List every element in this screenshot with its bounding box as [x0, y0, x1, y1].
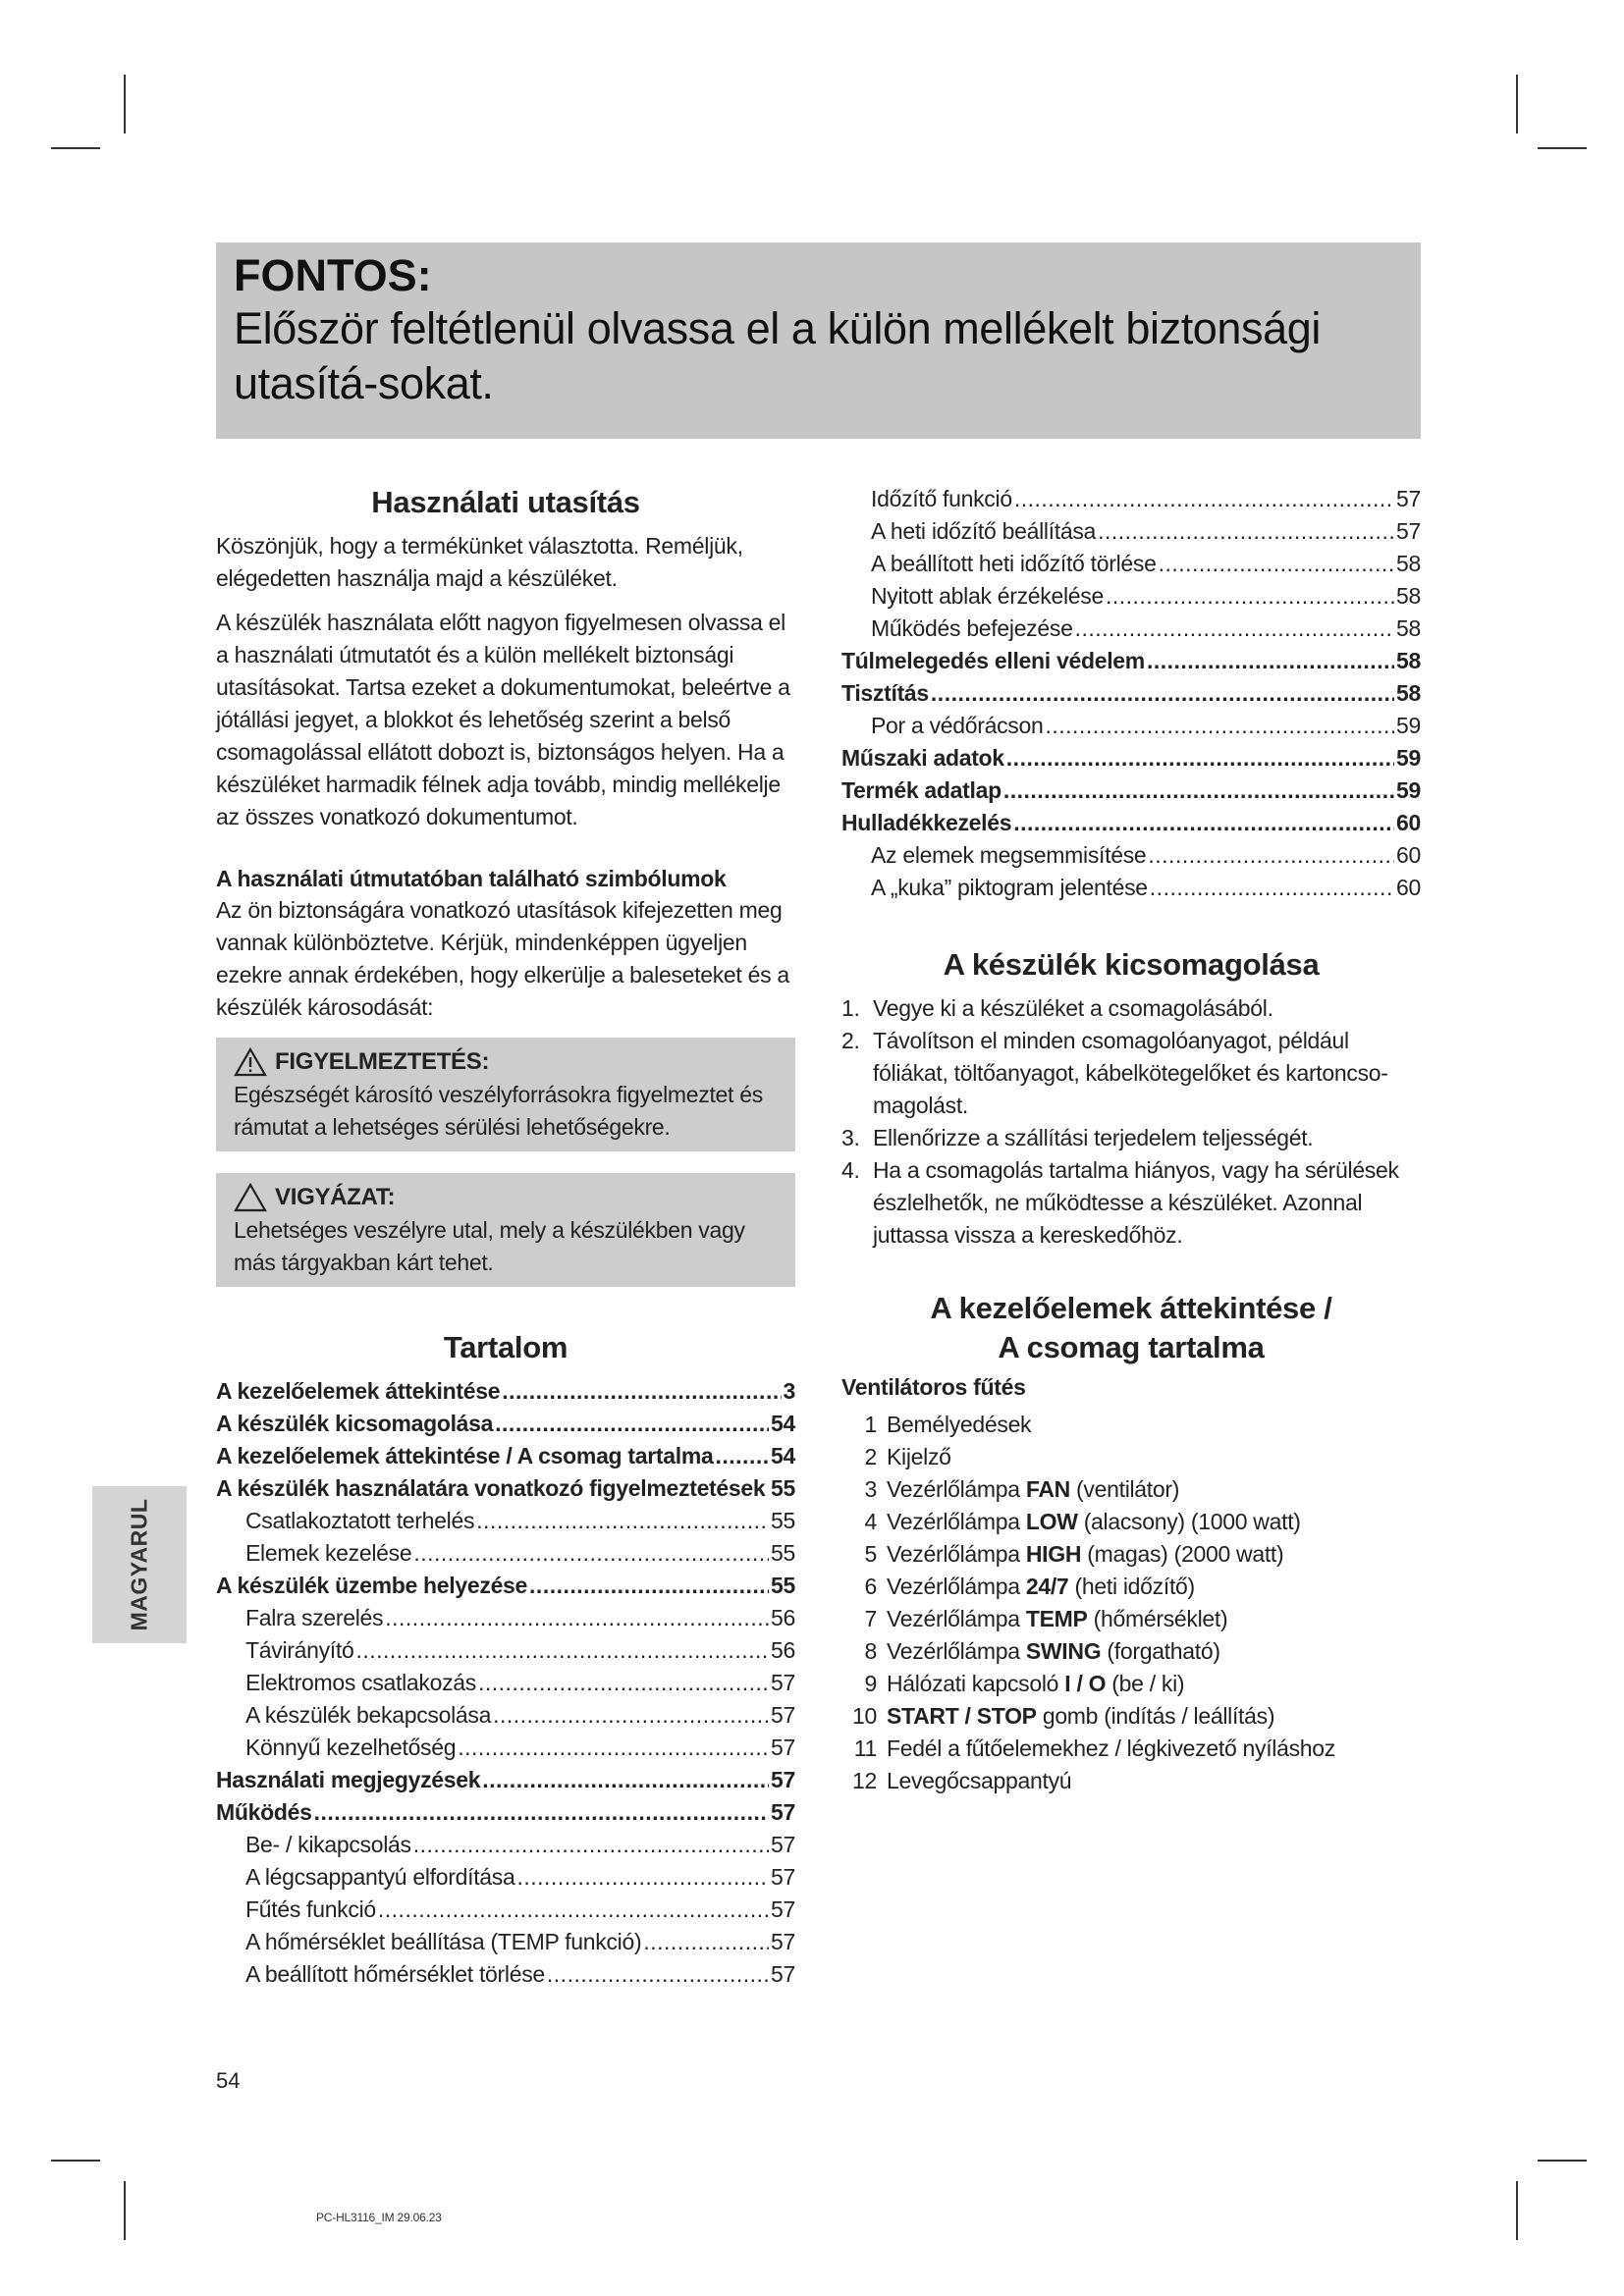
toc-entry-title: A „kuka” piktogram jelentése — [871, 875, 1148, 900]
toc-entry — [841, 872, 1421, 904]
toc-entry — [216, 1926, 795, 1958]
overview-heading-line2: A csomag tartalma — [998, 1330, 1265, 1364]
toc-dot-leader — [355, 1634, 769, 1667]
part-label-suffix: (magas) (2000 watt) — [1081, 1541, 1284, 1567]
part-label — [887, 1473, 1179, 1506]
step-text: Ha a csomagolás tartalma hiányos, vagy ha sérülések észlelhetők, ne működtesse a készüléket. Azonnal juttassa vissza a kereskedőhöz. — [873, 1157, 1399, 1248]
toc-dot-leader — [502, 1375, 781, 1408]
part-item — [841, 1441, 1421, 1473]
part-item — [841, 1635, 1421, 1668]
toc-entry-page: 54 — [771, 1443, 795, 1468]
step-text: Ellenőrizze a szállítási terjedelem teljességét. — [873, 1125, 1314, 1150]
part-label — [887, 1603, 1227, 1635]
part-label — [887, 1635, 1220, 1668]
toc-entry-title: Por a védőrácson — [871, 713, 1044, 738]
toc-list-right — [841, 483, 1421, 904]
part-label-text: Kijelző — [887, 1444, 951, 1469]
toc-dot-leader — [458, 1732, 769, 1764]
toc-entry-page: 58 — [1396, 615, 1421, 641]
toc-entry-page: 54 — [771, 1411, 795, 1436]
toc-entry — [216, 1861, 795, 1894]
toc-dot-leader — [1013, 807, 1394, 839]
part-label-suffix: (hőmérséklet) — [1087, 1606, 1228, 1631]
notice-body: Először feltétlenül olvassa el a külön mellékelt biztonsági utasítá-sokat. — [234, 303, 1322, 408]
caution-title: VIGYÁZAT: — [275, 1184, 396, 1210]
toc-entry-title: Időzítő funkció — [871, 486, 1012, 511]
toc-dot-leader — [529, 1570, 769, 1602]
toc-entry — [841, 483, 1421, 515]
toc-entry-page: 55 — [771, 1573, 795, 1598]
toc-entry — [216, 1796, 795, 1829]
part-number: 10 — [852, 1703, 877, 1729]
page-number: 54 — [216, 2068, 241, 2093]
toc-entry-page: 55 — [771, 1475, 795, 1501]
toc-dot-leader — [1098, 515, 1394, 548]
toc-entry-title: A készülék üzembe helyezése — [216, 1573, 528, 1598]
toc-entry-page: 58 — [1396, 583, 1421, 609]
toc-entry — [216, 1537, 795, 1570]
toc-dot-leader — [1148, 839, 1394, 872]
part-item — [841, 1668, 1421, 1700]
toc-entry-page: 57 — [771, 1832, 795, 1857]
toc-entry — [216, 1440, 795, 1472]
toc-entry — [216, 1375, 795, 1408]
toc-entry-title: Nyitott ablak érzékelése — [871, 583, 1104, 609]
toc-entry-title: Túlmelegedés elleni védelem — [841, 648, 1145, 673]
toc-entry-title: A készülék használatára vonatkozó figyelmeztetések — [216, 1475, 766, 1501]
crop-mark — [51, 2160, 100, 2162]
crop-mark — [1538, 147, 1587, 149]
toc-entry-title: A heti időzítő beállítása — [871, 518, 1097, 544]
toc-dot-leader — [378, 1894, 769, 1926]
step-number: 1. — [841, 995, 860, 1021]
toc-entry — [216, 1472, 795, 1505]
toc-entry-title: A kezelőelemek áttekintése — [216, 1378, 501, 1404]
toc-dot-leader — [931, 677, 1394, 710]
part-item — [841, 1473, 1421, 1506]
toc-dot-leader — [495, 1408, 769, 1440]
part-label-bold: SWING — [1025, 1638, 1102, 1664]
toc-entry — [216, 1667, 795, 1699]
toc-entry — [841, 548, 1421, 580]
toc-entry-title: Az elemek megsemmisítése — [871, 842, 1147, 868]
toc-entry-title: Hulladékkezelés — [841, 810, 1012, 835]
toc-entry-title: Műszaki adatok — [841, 745, 1004, 771]
step-number: 4. — [841, 1157, 860, 1183]
unpacking-step — [841, 1154, 1421, 1252]
toc-entry-title: Csatlakoztatott terhelés — [245, 1508, 475, 1533]
unpacking-steps — [841, 992, 1421, 1252]
part-label-text: Hálózati kapcsoló — [887, 1671, 1065, 1696]
part-label-bold: 24/7 — [1025, 1574, 1069, 1599]
part-item — [841, 1538, 1421, 1571]
toc-entry-title: Működés — [216, 1799, 312, 1825]
toc-entry-title: A készülék bekapcsolása — [245, 1702, 492, 1728]
toc-entry — [841, 677, 1421, 710]
part-label-suffix: gomb (indítás / leállítás) — [1036, 1703, 1275, 1729]
toc-entry — [841, 742, 1421, 774]
language-label: MAGYARUL — [126, 1498, 152, 1631]
footer-document-code: PC-HL3116_IM 29.06.23 — [316, 2211, 442, 2224]
toc-entry-title: A beállított hőmérséklet törlése — [245, 1961, 545, 1987]
toc-entry-page: 57 — [771, 1767, 795, 1792]
toc-dot-leader — [314, 1796, 769, 1829]
toc-entry — [216, 1732, 795, 1764]
part-number: 4 — [864, 1509, 877, 1534]
part-label-text: Vezérlőlámpa — [887, 1541, 1026, 1567]
toc-entry-page: 57 — [771, 1864, 795, 1890]
part-label-text: Bemélyedések — [887, 1412, 1032, 1437]
part-label-bold: I / O — [1064, 1671, 1107, 1696]
toc-entry-page: 57 — [771, 1799, 795, 1825]
part-label — [887, 1668, 1184, 1700]
toc-entry-page: 55 — [771, 1508, 795, 1533]
step-number: 2. — [841, 1028, 860, 1053]
toc-list-left — [216, 1375, 795, 1991]
toc-dot-leader — [716, 1440, 770, 1472]
toc-entry — [841, 839, 1421, 872]
toc-entry-page: 57 — [771, 1929, 795, 1954]
toc-entry-page: 59 — [1396, 745, 1421, 771]
toc-entry-page: 57 — [771, 1670, 795, 1695]
toc-entry — [841, 515, 1421, 548]
toc-entry-title: A beállított heti időzítő törlése — [871, 551, 1157, 576]
part-label-bold: TEMP — [1025, 1606, 1088, 1631]
part-label-bold: FAN — [1025, 1476, 1070, 1502]
part-label — [887, 1733, 1335, 1765]
part-label-bold: START / STOP — [887, 1703, 1037, 1729]
part-number: 1 — [864, 1412, 877, 1437]
part-number: 12 — [852, 1768, 877, 1793]
language-side-tab — [92, 1486, 187, 1643]
part-label-suffix: (forgatható) — [1101, 1638, 1220, 1664]
toc-dot-leader — [1014, 483, 1394, 515]
toc-entry — [216, 1958, 795, 1991]
part-label-suffix: (alacsony) (1000 watt) — [1077, 1509, 1301, 1534]
part-label-text: Vezérlőlámpa — [887, 1638, 1026, 1664]
toc-dot-leader — [1150, 872, 1394, 904]
toc-entry-page: 56 — [771, 1637, 795, 1663]
toc-entry — [841, 774, 1421, 807]
toc-entry-title: A hőmérséklet beállítása (TEMP funkció) — [245, 1929, 642, 1954]
toc-dot-leader — [767, 1472, 769, 1505]
toc-entry-title: Tisztítás — [841, 680, 929, 706]
step-text: Távolítson el minden csomagolóanyagot, például fóliákat, töltőanyagot, kábelkötegelőket és kartoncso-magolást. — [873, 1028, 1388, 1118]
part-label-suffix: (be / ki) — [1106, 1671, 1185, 1696]
toc-entry-title: Működés befejezése — [871, 615, 1073, 641]
toc-entry — [841, 580, 1421, 613]
intro-paragraph-1: Köszönjük, hogy a termékünket választotta. Reméljük, elégedetten használja majd a készüléket. — [216, 533, 743, 591]
crop-mark — [1516, 75, 1518, 133]
symbols-paragraph: Az ön biztonságára vonatkozó utasítások kifejezetten meg vannak különböztetve. Kérjük, mindenképpen ügyeljen ezekre annak érdekében, hogy elkerülje a baleseteket és a készülék károsodását: — [216, 897, 789, 1020]
part-label — [887, 1538, 1283, 1571]
part-label — [887, 1409, 1031, 1441]
crop-mark — [124, 2181, 126, 2240]
part-label-suffix: (heti időzítő) — [1068, 1574, 1195, 1599]
toc-entry-page: 57 — [1396, 486, 1421, 511]
toc-entry-page: 58 — [1396, 648, 1421, 673]
part-label — [887, 1441, 951, 1473]
warning-triangle-icon — [234, 1047, 267, 1077]
toc-dot-leader — [643, 1926, 769, 1958]
toc-entry-page: 60 — [1396, 810, 1421, 835]
part-label — [887, 1506, 1301, 1538]
step-text: Vegye ki a készüléket a csomagolásából. — [873, 995, 1273, 1021]
toc-dot-leader — [547, 1958, 769, 1991]
toc-dot-leader — [1075, 613, 1394, 645]
toc-entry-title: Termék adatlap — [841, 777, 1001, 803]
part-label-text: Vezérlőlámpa — [887, 1606, 1026, 1631]
part-number: 5 — [864, 1541, 877, 1567]
crop-mark — [124, 75, 126, 133]
toc-entry — [841, 645, 1421, 677]
part-number: 3 — [864, 1476, 877, 1502]
unpacking-step — [841, 1122, 1421, 1154]
toc-entry-title: Be- / kikapcsolás — [245, 1832, 411, 1857]
toc-entry-page: 60 — [1396, 875, 1421, 900]
toc-dot-leader — [1006, 742, 1394, 774]
important-notice-box — [216, 242, 1421, 439]
right-column — [841, 483, 1421, 1797]
step-number: 3. — [841, 1125, 860, 1150]
part-label-bold: HIGH — [1025, 1541, 1082, 1567]
toc-entry-title: A légcsappantyú elfordítása — [245, 1864, 515, 1890]
left-column — [216, 483, 795, 1991]
part-number: 8 — [864, 1638, 877, 1664]
parts-list — [841, 1409, 1421, 1797]
toc-entry-page: 59 — [1396, 777, 1421, 803]
warning-title: FIGYELMEZTETÉS: — [275, 1048, 490, 1075]
toc-entry-title: Könnyű kezelhetőség — [245, 1735, 457, 1760]
toc-entry — [216, 1408, 795, 1440]
notice-title: FONTOS: — [234, 250, 432, 300]
toc-entry-page: 58 — [1396, 551, 1421, 576]
toc-entry-title: Elemek kezelése — [245, 1540, 412, 1566]
part-item — [841, 1571, 1421, 1603]
part-number: 7 — [864, 1606, 877, 1631]
toc-entry-page: 57 — [771, 1702, 795, 1728]
part-label-text: Vezérlőlámpa — [887, 1476, 1026, 1502]
toc-entry — [216, 1764, 795, 1796]
crop-mark — [1538, 2160, 1587, 2162]
part-label-bold: LOW — [1025, 1509, 1078, 1534]
crop-mark — [51, 147, 100, 149]
toc-dot-leader — [493, 1699, 769, 1732]
toc-entry — [841, 613, 1421, 645]
part-label-text: Vezérlőlámpa — [887, 1509, 1026, 1534]
toc-dot-leader — [413, 1537, 769, 1570]
intro-paragraph-2: A készülék használata előtt nagyon figyelmesen olvassa el a használati útmutatót és a külön mellékelt biztonsági utasításokat. Tartsa ezeket a dokumentumokat, beleértve a jótállási jegyet, a blokkot és lehetőség szerint a belső csomagolással ellátott dobozt is, biztonságos helyen. Ha a készüléket harmadik félnek adja tovább, mindig mellékelje az összes vonatkozó dokumentumot. — [216, 610, 790, 829]
part-item — [841, 1700, 1421, 1733]
part-label — [887, 1700, 1274, 1733]
warning-box — [216, 1038, 795, 1151]
part-item — [841, 1409, 1421, 1441]
caution-text: Lehetséges veszélyre utal, mely a készülékben vagy más tárgyakban kárt tehet. — [234, 1217, 745, 1275]
toc-entry — [216, 1894, 795, 1926]
overview-heading-line1: A kezelőelemek áttekintése / — [930, 1291, 1332, 1325]
part-item — [841, 1603, 1421, 1635]
toc-entry-title: Fűtés funkció — [245, 1896, 376, 1922]
symbols-heading: A használati útmutatóban található szimbólumok — [216, 866, 727, 891]
toc-dot-leader — [1159, 548, 1394, 580]
caution-triangle-icon — [234, 1183, 267, 1212]
toc-entry — [216, 1829, 795, 1861]
toc-entry — [216, 1602, 795, 1634]
toc-entry-title: Falra szerelés — [245, 1605, 384, 1630]
toc-dot-leader — [1106, 580, 1394, 613]
unpacking-heading: A készülék kicsomagolása — [943, 947, 1320, 982]
part-label-text: Fedél a fűtőelemekhez / légkivezető nyíláshoz — [887, 1735, 1335, 1761]
warning-text: Egészségét károsító veszélyforrásokra figyelmeztet és rámutat a lehetséges sérülési lehetőségekre. — [234, 1082, 763, 1140]
part-number: 11 — [853, 1735, 877, 1761]
toc-entry-page: 56 — [771, 1605, 795, 1630]
unpacking-step — [841, 992, 1421, 1025]
toc-dot-leader — [478, 1667, 769, 1699]
part-label-text: Levegőcsappantyú — [887, 1768, 1072, 1793]
toc-dot-leader — [1003, 774, 1394, 807]
part-number: 2 — [864, 1444, 877, 1469]
part-item — [841, 1506, 1421, 1538]
toc-entry — [216, 1699, 795, 1732]
toc-entry-page: 57 — [771, 1961, 795, 1987]
toc-entry-title: A kezelőelemek áttekintése / A csomag tartalma — [216, 1443, 714, 1468]
toc-entry — [216, 1634, 795, 1667]
part-label — [887, 1571, 1195, 1603]
crop-mark — [1516, 2181, 1518, 2240]
toc-entry — [841, 807, 1421, 839]
toc-entry-page: 55 — [771, 1540, 795, 1566]
toc-dot-leader — [476, 1505, 769, 1537]
intro-heading: Használati utasítás — [371, 485, 640, 519]
toc-entry-title: Elektromos csatlakozás — [245, 1670, 476, 1695]
part-item — [841, 1765, 1421, 1797]
unpacking-step — [841, 1025, 1421, 1122]
toc-entry-title: Használati megjegyzések — [216, 1767, 481, 1792]
part-item — [841, 1733, 1421, 1765]
toc-dot-leader — [516, 1861, 769, 1894]
toc-entry-page: 57 — [1396, 518, 1421, 544]
toc-dot-leader — [482, 1764, 769, 1796]
toc-entry-page: 3 — [783, 1378, 795, 1404]
toc-entry-title: Távirányító — [245, 1637, 354, 1663]
toc-dot-leader — [1147, 645, 1394, 677]
part-label-text: Vezérlőlámpa — [887, 1574, 1026, 1599]
toc-entry — [216, 1570, 795, 1602]
toc-entry-title: A készülék kicsomagolása — [216, 1411, 494, 1436]
toc-entry-page: 57 — [771, 1896, 795, 1922]
toc-dot-leader — [413, 1829, 769, 1861]
part-label — [887, 1765, 1071, 1797]
toc-entry-page: 60 — [1396, 842, 1421, 868]
toc-entry — [216, 1505, 795, 1537]
toc-entry-page: 59 — [1396, 713, 1421, 738]
toc-entry — [841, 710, 1421, 742]
toc-entry-page: 57 — [771, 1735, 795, 1760]
caution-box — [216, 1173, 795, 1287]
toc-dot-leader — [1045, 710, 1394, 742]
overview-subheading: Ventilátoros fűtés — [841, 1374, 1026, 1400]
toc-entry-page: 58 — [1396, 680, 1421, 706]
toc-dot-leader — [385, 1602, 769, 1634]
part-label-suffix: (ventilátor) — [1069, 1476, 1180, 1502]
part-number: 6 — [864, 1574, 877, 1599]
part-number: 9 — [864, 1671, 877, 1696]
toc-heading: Tartalom — [443, 1330, 568, 1364]
